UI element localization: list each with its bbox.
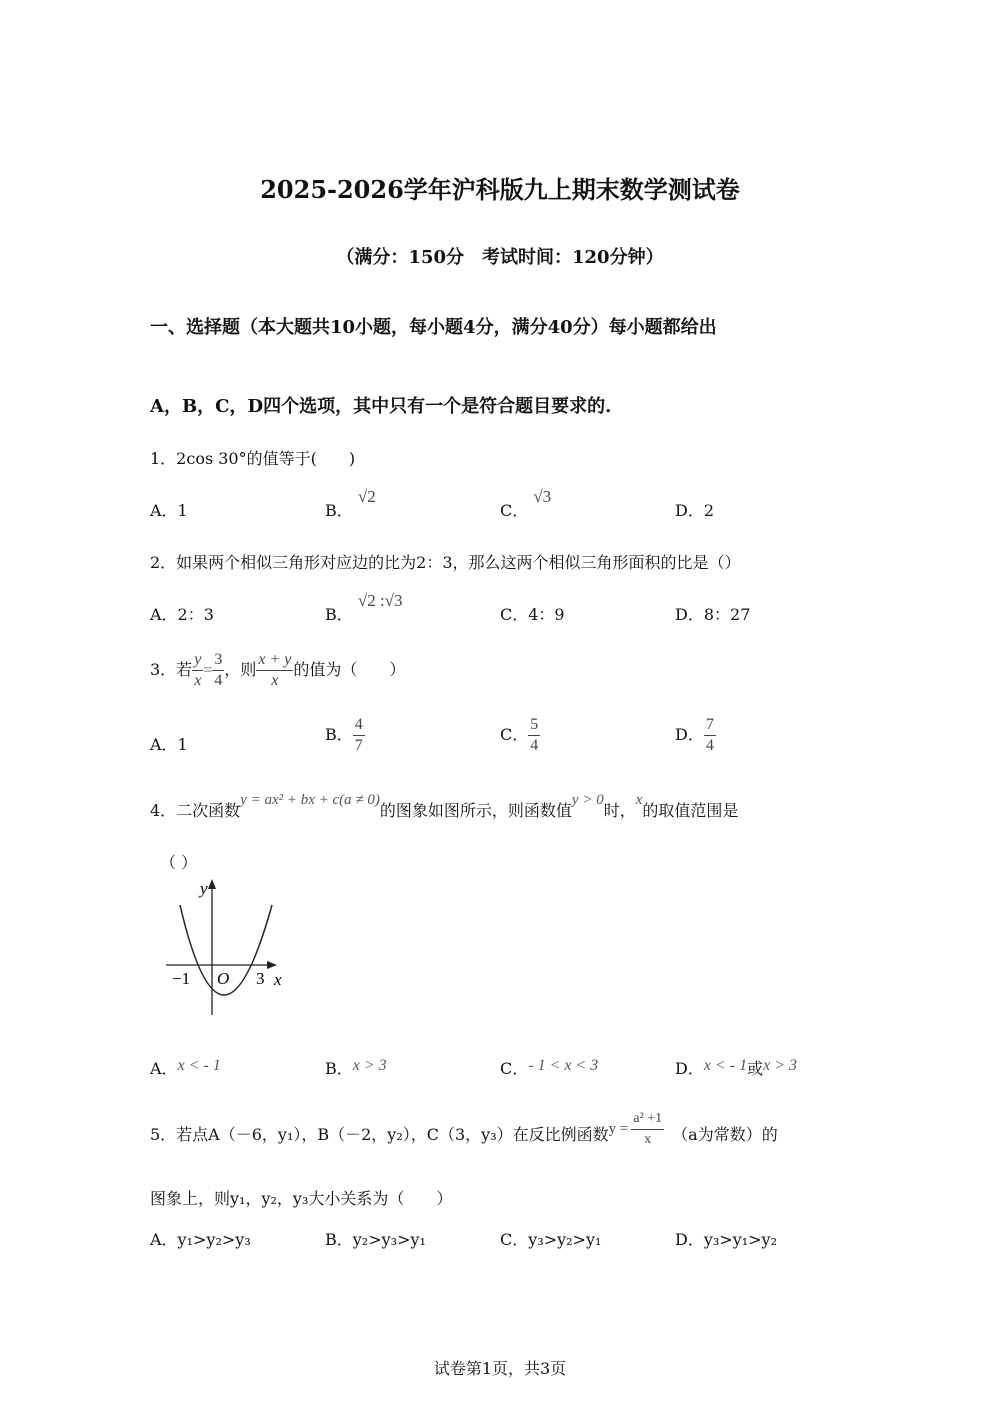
page-title: 2025-2026学年沪科版九上期末数学测试卷 <box>260 175 740 204</box>
q5-func-fraction <box>631 1109 664 1150</box>
q3-option-b-fraction <box>353 715 365 756</box>
q5-func-num: a² +1 <box>631 1109 664 1130</box>
q3-option-d-label: D． <box>675 725 704 744</box>
q1-option-b-label: B． <box>325 501 353 520</box>
q3-option-b-label: B． <box>325 725 353 744</box>
q3-c-den: 4 <box>530 737 539 754</box>
question-3-text <box>150 650 405 691</box>
question-1-text: 1．2cos 30°的值等于( ) <box>150 449 356 468</box>
q1-option-c-math: √3 <box>533 487 552 506</box>
page-footer: 试卷第1页，共3页 <box>433 1359 567 1378</box>
q2-option-a: A．2：3 <box>150 605 214 624</box>
q4-option-a-label: A． <box>150 1059 178 1078</box>
q3-f3-num: x + y <box>256 650 293 671</box>
q2-option-b <box>325 591 403 625</box>
q4-answer-paren: （ ） <box>160 853 198 872</box>
q4-option-d <box>675 1056 797 1079</box>
q3-f3-den: x <box>271 672 279 689</box>
question-4-text <box>150 792 739 821</box>
section-heading-line1: 一、选择题（本大题共10小题，每小题4分，满分40分）每小题都给出 <box>150 317 717 338</box>
q3-option-b <box>325 715 365 756</box>
q4-variable: x <box>635 792 643 808</box>
q1-option-c <box>500 487 552 521</box>
q4-option-c-math: - 1 < x < 3 <box>528 1057 599 1074</box>
q3-f2-den: 4 <box>214 672 223 689</box>
q4-option-d-or: 或 <box>747 1059 764 1078</box>
q4-option-b <box>325 1056 387 1079</box>
q5-func-lhs: y = <box>608 1121 629 1137</box>
q5-option-a: A．y₁>y₂>y₃ <box>150 1230 251 1249</box>
q3-equals: = <box>203 662 213 679</box>
graph-y-label: y <box>200 879 208 898</box>
q2-option-d: D．8：27 <box>675 605 751 624</box>
q3-f1-den: x <box>194 672 202 689</box>
q3-option-c-fraction <box>528 715 540 756</box>
q1-option-a: A．1 <box>150 501 188 520</box>
graph-root-right: 3 <box>256 969 265 988</box>
q3-prefix: 3．若 <box>150 660 193 679</box>
q5-suffix: （a为常数）的 <box>672 1125 778 1144</box>
q4-option-a-math: x < - 1 <box>177 1057 221 1074</box>
q5-prefix: 5．若点A（－6，y₁），B（－2，y₂），C（3，y₃）在反比例函数 <box>150 1125 609 1144</box>
q3-mid: ，则 <box>224 660 257 679</box>
question-5-text <box>150 1098 778 1156</box>
question-2-text: 2．如果两个相似三角形对应边的比为2：3，那么这两个相似三角形面积的比是（） <box>150 553 741 572</box>
q3-suffix: 的值为（ ） <box>293 660 406 679</box>
question-5-line2: 图象上，则y₁，y₂，y₃大小关系为（ ） <box>150 1189 453 1208</box>
q3-b-num: 4 <box>353 715 365 736</box>
q4-mid2: 时， <box>603 801 636 820</box>
q4-parabola-graph <box>160 875 295 1020</box>
q4-suffix: 的取值范围是 <box>642 801 739 820</box>
q3-c-num: 5 <box>528 715 540 736</box>
q5-option-c: C．y₃>y₂>y₁ <box>500 1230 602 1249</box>
exam-info: （满分：150分 考试时间：120分钟） <box>336 247 664 268</box>
q3-b-den: 7 <box>354 737 363 754</box>
q3-d-den: 4 <box>705 737 714 754</box>
q1-option-d: D．2 <box>675 501 715 520</box>
q3-d-num: 7 <box>704 715 716 736</box>
q2-option-c: C．4：9 <box>500 605 565 624</box>
q4-option-d-math2: x > 3 <box>763 1057 797 1074</box>
q4-option-d-label: D． <box>675 1059 704 1078</box>
q3-option-c <box>500 715 540 756</box>
graph-x-label: x <box>274 970 282 989</box>
q3-option-d <box>675 715 716 756</box>
q4-option-d-math1: x < - 1 <box>703 1057 748 1074</box>
q3-fraction-3-over-4 <box>212 650 224 691</box>
q3-fraction-xy-over-x <box>256 650 293 691</box>
q5-function <box>609 1109 665 1150</box>
q2-option-b-label: B． <box>325 605 353 624</box>
q5-option-d: D．y₃>y₁>y₂ <box>675 1230 778 1249</box>
q5-func-den: x <box>644 1132 652 1147</box>
q4-option-b-math: x > 3 <box>352 1057 387 1074</box>
graph-root-left: −1 <box>172 969 191 988</box>
q4-option-b-label: B． <box>325 1059 353 1078</box>
q3-option-d-fraction <box>704 715 716 756</box>
q4-option-a <box>150 1056 221 1079</box>
q4-function: y = ax² + bx + c(a ≠ 0) <box>240 792 380 808</box>
q4-mid1: 的图象如图所示，则函数值 <box>379 801 572 820</box>
q4-option-c <box>500 1056 598 1079</box>
y-axis-arrow <box>208 879 216 889</box>
q2-option-b-math: √2 :√3 <box>357 591 403 610</box>
x-axis-arrow <box>267 961 277 969</box>
q1-option-b <box>325 487 376 521</box>
q5-option-b: B．y₂>y₃>y₁ <box>325 1230 426 1249</box>
q3-f2-num: 3 <box>212 650 224 671</box>
q4-condition: y > 0 <box>571 792 604 808</box>
section-heading-line2: A，B，C，D四个选项，其中只有一个是符合题目要求的. <box>150 396 612 417</box>
q4-option-c-label: C． <box>500 1059 529 1078</box>
q3-fraction-y-over-x <box>192 650 203 691</box>
graph-origin-label: O <box>217 969 230 988</box>
q4-prefix: 4．二次函数 <box>150 801 241 820</box>
q3-option-a: A．1 <box>150 735 188 754</box>
q3-option-c-label: C． <box>500 725 529 744</box>
q1-option-c-label: C． <box>500 501 529 520</box>
q3-f1-num: y <box>192 650 203 671</box>
q1-option-b-math: √2 <box>357 487 376 506</box>
